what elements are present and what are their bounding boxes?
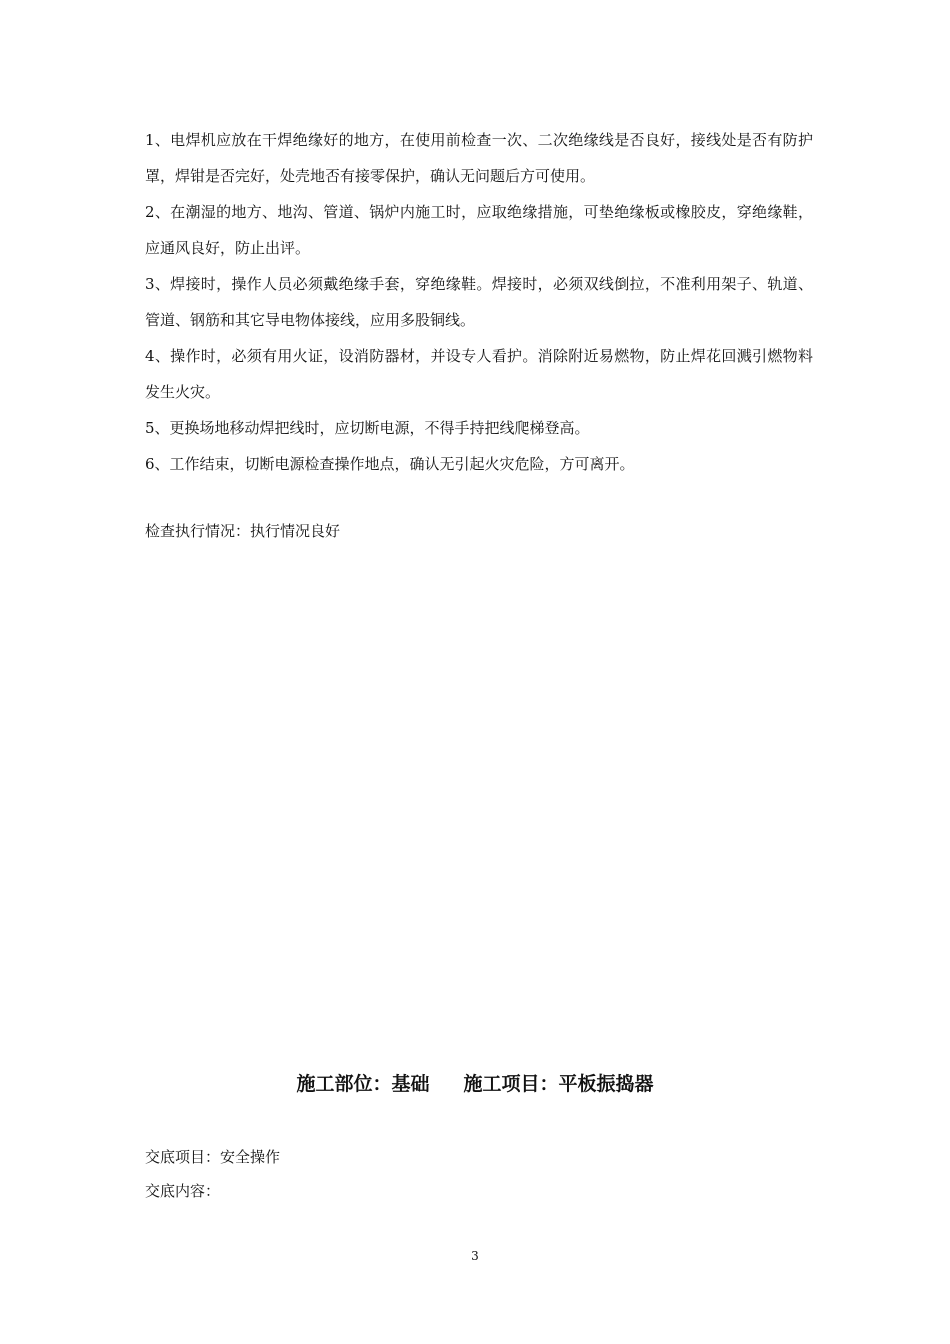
instruction-item-3: 3、焊接时，操作人员必须戴绝缘手套，穿绝缘鞋。焊接时，必须双线倒拉，不准利用架子、轨道、管道、钢筋和其它导电物体接线，应用多股铜线。 xyxy=(145,275,813,329)
instruction-item-6: 6、工作结束，切断电源检查操作地点，确认无引起火灾危险，方可离开。 xyxy=(145,455,635,473)
safety-instructions xyxy=(145,122,813,482)
construction-project: 施工项目：平板振捣器 xyxy=(463,1073,654,1095)
instruction-item-2: 2、在潮湿的地方、地沟、管道、锅炉内施工时，应取绝缘措施，可垫绝缘板或橡胶皮，穿绝缘鞋，应通风良好，防止出评。 xyxy=(145,203,813,257)
construction-part: 施工部位：基础 xyxy=(296,1073,430,1095)
section-heading xyxy=(0,1066,950,1102)
briefing-item: 交底项目：安全操作 xyxy=(145,1148,281,1166)
instruction-item-1: 1、电焊机应放在干焊绝缘好的地方，在使用前检查一次、二次绝缘线是否良好，接线处是否有防护罩，焊钳是否完好，处壳地否有接零保护，确认无问题后方可使用。 xyxy=(145,131,813,185)
instruction-item-5: 5、更换场地移动焊把线时，应切断电源，不得手持把线爬梯登高。 xyxy=(145,419,590,437)
instruction-item-4: 4、操作时，必须有用火证，设消防器材，并设专人看护。消除附近易燃物，防止焊花回溅引燃物料发生火灾。 xyxy=(145,347,813,401)
page-number: 3 xyxy=(471,1249,479,1263)
check-status: 检查执行情况：执行情况良好 xyxy=(145,522,341,540)
briefing-content: 交底内容： xyxy=(145,1182,221,1200)
